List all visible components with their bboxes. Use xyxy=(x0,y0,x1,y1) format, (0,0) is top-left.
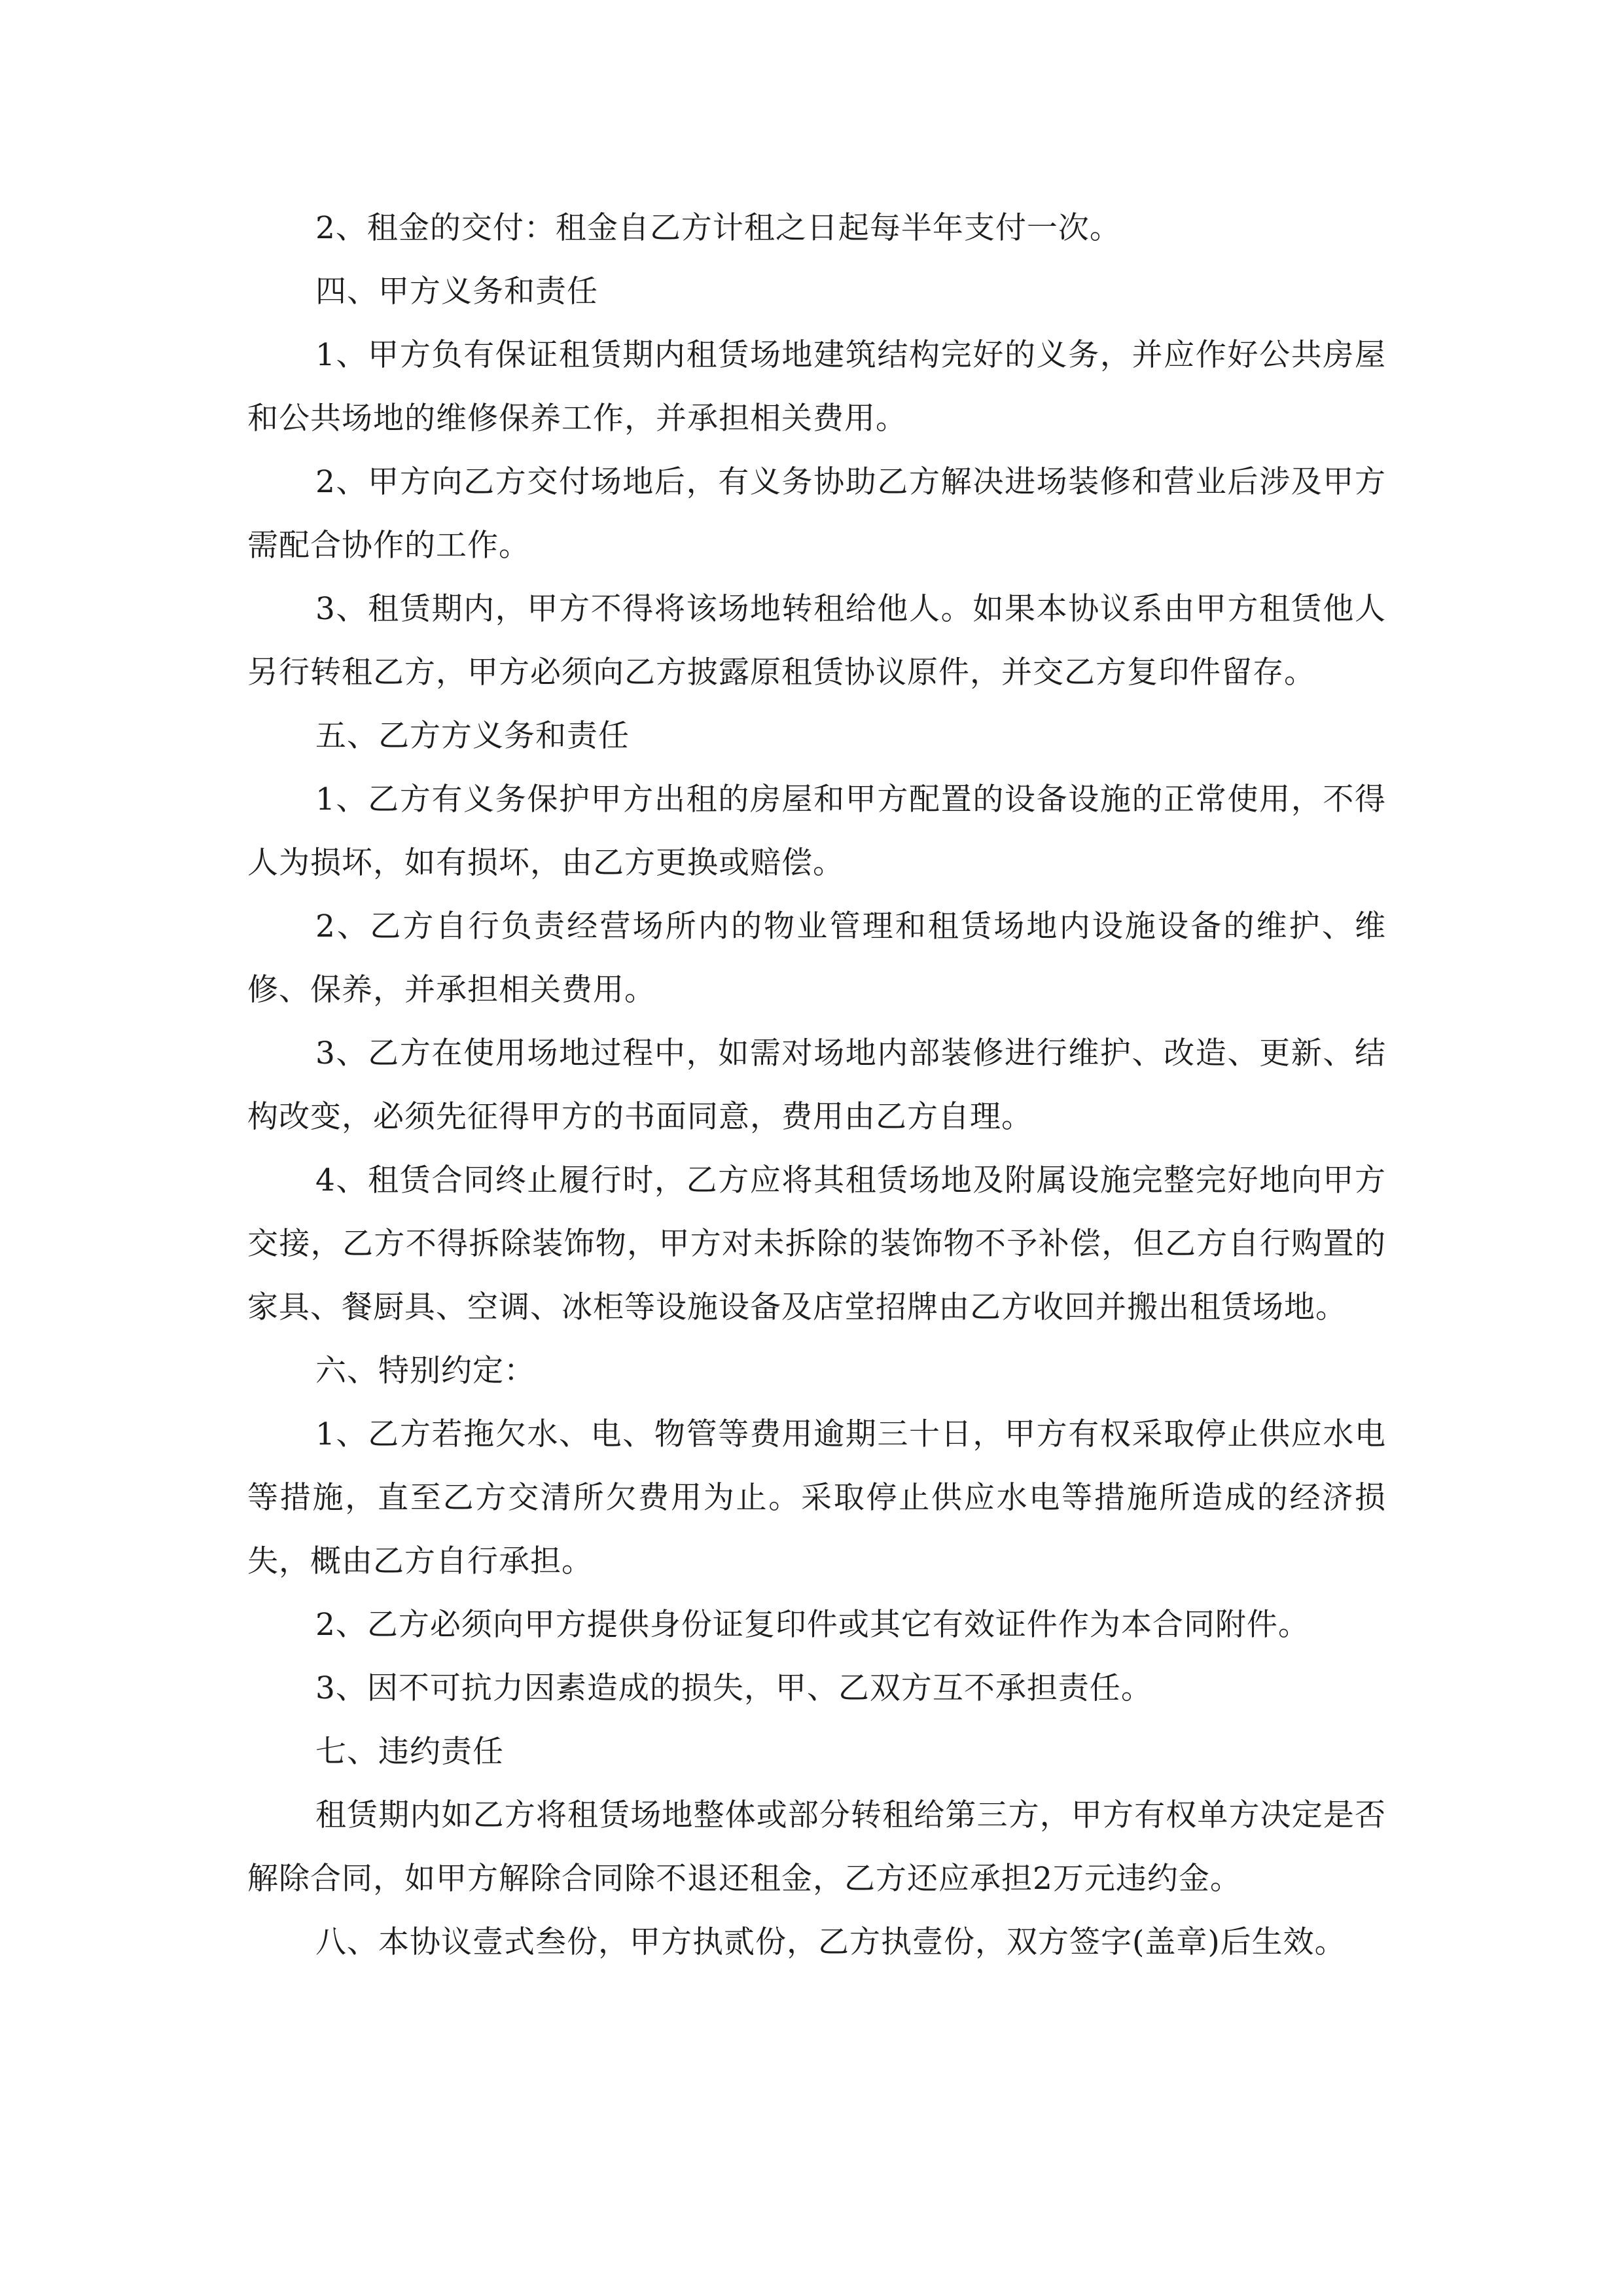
heading-special-terms: 六、特别约定： xyxy=(315,1353,535,1389)
paragraph-a-2: 2、甲方向乙方交付场地后，有义务协助乙方解决进场装修和营业后涉及甲方需配合协作的工作。 xyxy=(247,464,1386,564)
paragraph-special-2: 2、乙方必须向甲方提供身份证复印件或其它有效证件作为本合同附件。 xyxy=(315,1607,1310,1643)
heading-party-b-obligations: 五、乙方方义务和责任 xyxy=(315,718,630,754)
paragraph-b-1: 1、乙方有义务保护甲方出租的房屋和甲方配置的设备设施的正常使用，不得人为损坏，如有损坏，由乙方更换或赔偿。 xyxy=(247,781,1386,881)
paragraph-b-4: 4、租赁合同终止履行时，乙方应将其租赁场地及附属设施完整完好地向甲方交接，乙方不得拆除装饰物，甲方对未拆除的装饰物不予补偿，但乙方自行购置的家具、餐厨具、空调、冰柜等设施设备及店堂招牌由乙方收回并搬出租赁场地。 xyxy=(247,1162,1386,1325)
paragraph-a-3: 3、租赁期内，甲方不得将该场地转租给他人。如果本协议系由甲方租赁他人另行转租乙方，甲方必须向乙方披露原租赁协议原件，并交乙方复印件留存。 xyxy=(247,591,1386,691)
paragraph-b-3: 3、乙方在使用场地过程中，如需对场地内部装修进行维护、改造、更新、结构改变，必须先征得甲方的书面同意，费用由乙方自理。 xyxy=(247,1035,1386,1135)
paragraph-copies-effectiveness: 八、本协议壹式叁份，甲方执贰份，乙方执壹份，双方签字(盖章)后生效。 xyxy=(315,1924,1346,1960)
heading-party-a-obligations: 四、甲方义务和责任 xyxy=(315,274,598,310)
paragraph-special-3: 3、因不可抗力因素造成的损失，甲、乙双方互不承担责任。 xyxy=(315,1670,1152,1706)
paragraph-breach: 租赁期内如乙方将租赁场地整体或部分转租给第三方，甲方有权单方决定是否解除合同，如甲方解除合同除不退还租金，乙方还应承担2万元违约金。 xyxy=(247,1797,1386,1897)
paragraph-a-1: 1、甲方负有保证租赁期内租赁场地建筑结构完好的义务，并应作好公共房屋和公共场地的维修保养工作，并承担相关费用。 xyxy=(247,337,1386,437)
paragraph-special-1: 1、乙方若拖欠水、电、物管等费用逾期三十日，甲方有权采取停止供应水电等措施，直至乙方交清所欠费用为止。采取停止供应水电等措施所造成的经济损失，概由乙方自行承担。 xyxy=(247,1416,1386,1579)
document-body xyxy=(247,196,1386,1974)
paragraph-b-2: 2、乙方自行负责经营场所内的物业管理和租赁场地内设施设备的维护、维修、保养，并承担相关费用。 xyxy=(247,908,1386,1008)
heading-breach-liability: 七、违约责任 xyxy=(315,1734,504,1770)
paragraph-rent-payment: 2、租金的交付：租金自乙方计租之日起每半年支付一次。 xyxy=(315,210,1121,246)
